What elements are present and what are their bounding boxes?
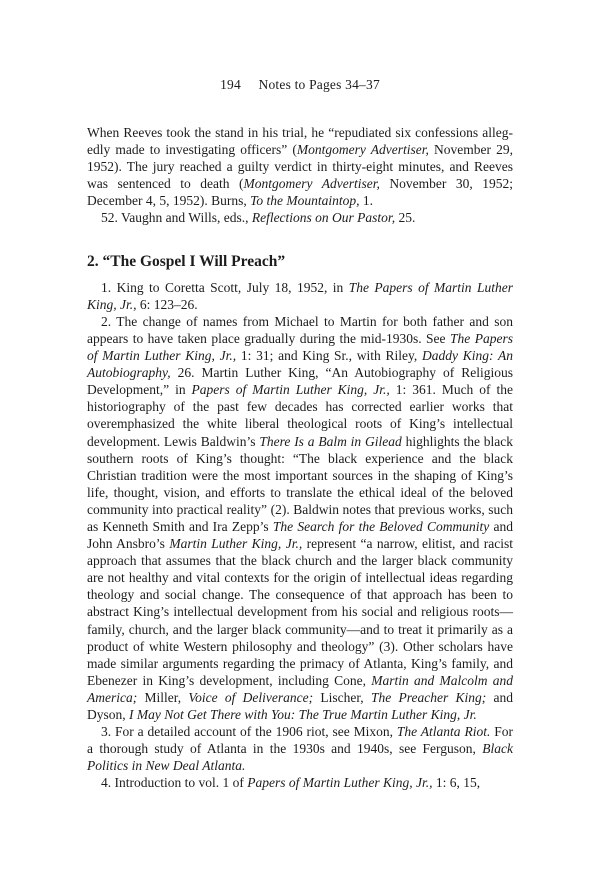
segment: Miller, (137, 689, 189, 705)
segment: and Dyson, (87, 689, 513, 722)
segment: 1: 361. Much of the historiography of the past few decades has corrected earlier works that overemphasized the white liberal theological roots of King’s intellectual development. Lewis Baldwin’s (87, 382, 513, 449)
segment: represent “a narrow, elitist, and racist approach that assumes that the black church and the larger black community are not healthy and vital contexts for the origin of intellectual ideas regarding theology and social change. The consequence of that approach has been to abstract King’s intellectual development from his social and religious roots—family, church, and the larger black community—and to treat it primarily as a product of white Western philosophy and theology” (3). Other scholars have made similar arguments regarding the primacy of Atlanta, King’s family, and Ebenezer in King’s development, including Cone, (87, 536, 513, 688)
segment: 4. Introduction to vol. 1 of (101, 775, 248, 791)
segment: and John Ansbro’s (87, 518, 513, 552)
note-4 (87, 774, 513, 791)
segment: Lischer, (313, 689, 371, 705)
segment-italic: Papers of Martin Luther King, Jr., (191, 382, 390, 398)
segment: highlights the black southern roots of King’s thought: “The black experience and the black Christian tradition were the most important sources in the shaping of King’s life, thought, vision, and efforts to translate the ethical ideal of the beloved community into practical reality” (2). Baldwin notes that previous works, such as Kenneth Smith and Ira Zepp’s (87, 433, 514, 534)
note-52 (87, 209, 513, 226)
segment-italic: There Is a Balm in Gilead (259, 433, 402, 449)
segment: 1. King to Coretta Scott, July 18, 1952, in (101, 279, 349, 295)
segment-italic: Martin and Malcolm and America; (87, 672, 513, 705)
segment-italic: The Papers of Martin Luther King, Jr., (87, 330, 514, 364)
note-2 (87, 313, 513, 723)
segment-italic: Martin Luther King, Jr., (169, 536, 303, 552)
segment: November 30, 1952; December 4, 5, 1952). Burns, (87, 176, 514, 209)
segment-italic: Daddy King: An Autobiography, (87, 348, 514, 381)
segment: 52. Vaughn and Wills, eds., (101, 210, 252, 226)
segment: 1. (359, 193, 373, 209)
segment-italic: The Atlanta Riot. (396, 724, 491, 740)
segment-italic: The Search for the Beloved Community (272, 518, 490, 534)
segment: 1: 31; and King Sr., with Riley, (236, 348, 423, 364)
segment-italic: Montgomery Advertiser, (243, 176, 380, 192)
segment-italic: The Papers of Martin Luther King, Jr., (87, 279, 513, 312)
segment-italic: The Preacher King; (370, 689, 487, 705)
note-51-continuation (87, 124, 513, 209)
segment: When Reeves took the stand in his trial, he “repudiated six confessions allegedly made to investigating officers” ( (87, 125, 513, 158)
segment: 3. For a detailed account of the 1906 riot, see Mixon, (101, 724, 397, 740)
segment: 2. The change of names from Michael to Martin for both father and son appears to have taken place gradually during the mid-1930s. See (87, 313, 513, 346)
segment: 6: 123–26. (136, 296, 198, 312)
running-title: Notes to Pages 34–37 (258, 77, 380, 92)
segment-italic: Black Politics in New Deal Atlanta. (87, 741, 513, 774)
notes-body (87, 124, 513, 791)
segment: 1: 6, 15, (432, 775, 481, 791)
segment: 25. (395, 210, 416, 226)
note-1 (87, 279, 513, 313)
section-heading: 2. “The Gospel I Will Preach” (87, 252, 286, 270)
segment-italic: Voice of Deliverance; (188, 689, 314, 705)
segment-italic: I May Not Get There with You: The True Martin Luther King, Jr. (129, 707, 477, 722)
segment: 26. Martin Luther King, “An Autobiography of Religious Development,” in (87, 365, 513, 398)
segment-italic: Papers of Martin Luther King, Jr., (247, 775, 433, 791)
segment-italic: Reflections on Our Pastor, (251, 210, 396, 226)
segment-italic: Montgomery Advertiser, (296, 142, 429, 158)
segment: November 29, 1952). The jury reached a guilty verdict in thirty-eight minutes, and Reeves was sentenced to death ( (87, 142, 513, 192)
page-number: 194 (220, 77, 241, 92)
running-head (0, 77, 600, 93)
segment: For a thorough study of Atlanta in the 1930s and 1940s, see Ferguson, (87, 724, 513, 757)
note-3 (87, 723, 513, 774)
segment-italic: To the Mountaintop, (250, 193, 360, 209)
